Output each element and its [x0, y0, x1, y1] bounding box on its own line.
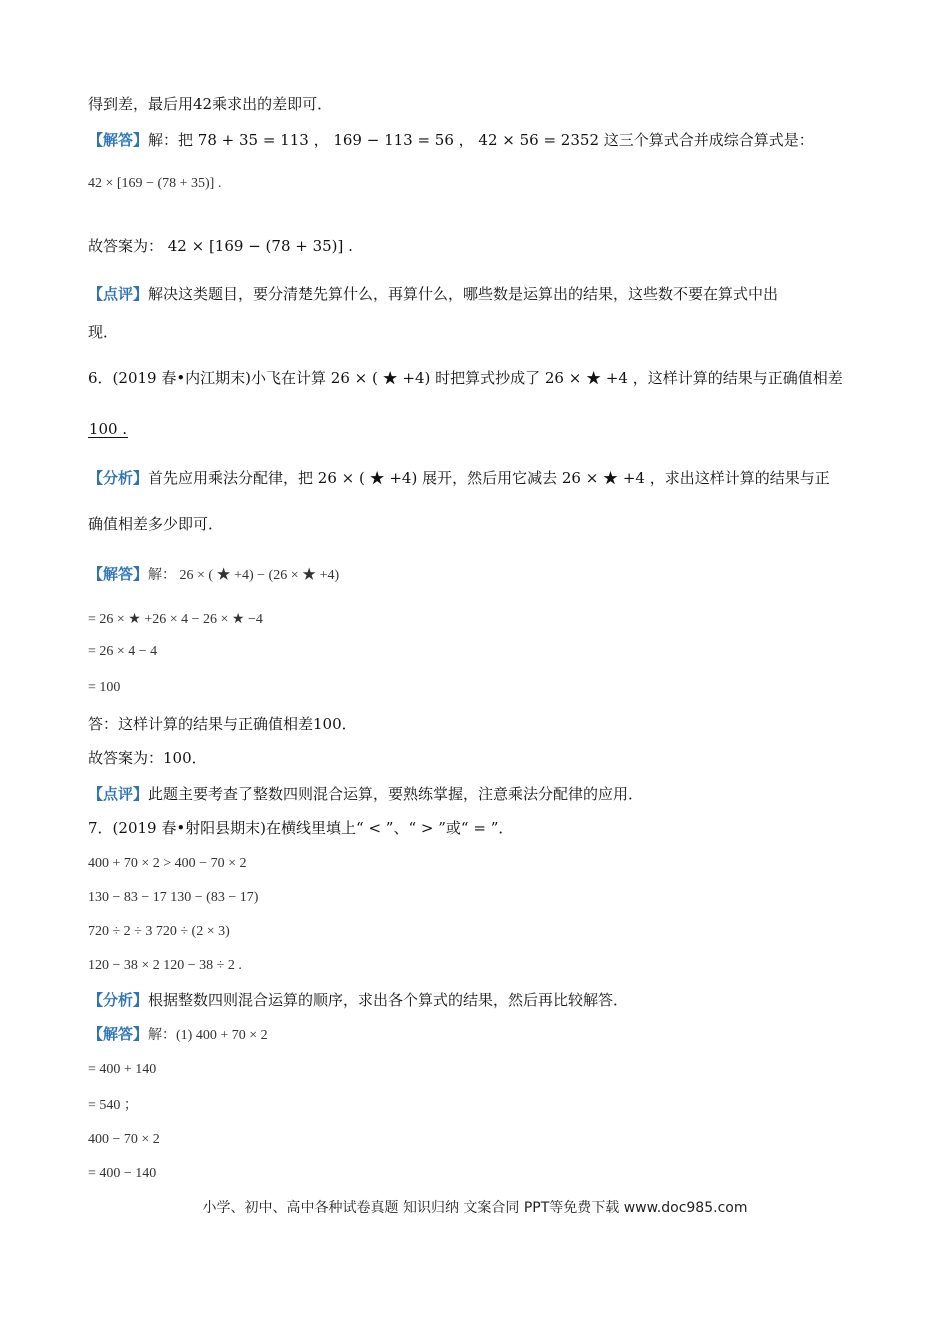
step-line: = 400 − 140: [88, 1166, 157, 1181]
compare-line-1: 400 + 70 × 2 > 400 − 70 × 2: [88, 856, 247, 871]
footer-text: 小学、初中、高中各种试卷真题 知识归纳 文案合同 PPT等免费下载 www.doc985.com: [202, 1200, 748, 1216]
result-line: 故答案为： 42 × [169 − (78 + 35)] .: [88, 237, 353, 255]
step-line: = 100: [88, 680, 121, 695]
answer-tag: 【解答】: [88, 131, 149, 149]
text-line: 确值相差多少即可．: [88, 515, 224, 533]
text-line: 答：这样计算的结果与正确值相差100．: [88, 715, 357, 733]
compare-line-4: 120 − 38 × 2 120 − 38 ÷ 2 .: [88, 958, 242, 973]
comment-tag: 【点评】: [88, 285, 149, 303]
answer-tag: 【解答】: [88, 565, 149, 583]
comment-line: 【点评】解决这类题目，要分清楚先算什么，再算什么，哪些数是运算出的结果，这些数不要在算式中出: [88, 285, 779, 303]
text-line: 现．: [88, 323, 119, 341]
step-line: = 400 + 140: [88, 1062, 157, 1077]
text-line: 得到差，最后用42乘求出的差即可．: [88, 95, 333, 113]
comment-line: 【点评】此题主要考查了整数四则混合运算，要熟练掌握，注意乘法分配律的应用．: [88, 785, 644, 803]
answer-tag: 【解答】: [88, 1025, 149, 1043]
answer-line: 【解答】解：把 78 + 35 = 113 ， 169 − 113 = 56 ， 42 × 56 = 2352 这三个算式合并成综合算式是：: [88, 131, 814, 149]
compare-line-3: 720 ÷ 2 ÷ 3 720 ÷ (2 × 3): [88, 924, 230, 939]
analysis-tag: 【分析】: [88, 991, 149, 1009]
analysis-line: 【分析】首先应用乘法分配律，把 26 × ( ★ +4) 展开，然后用它减去 26 × ★ +4 ，求出这样计算的结果与正: [88, 469, 830, 487]
question-6: 6．(2019 春•内江期末)小飞在计算 26 × ( ★ +4) 时把算式抄成了 26 × ★ +4 ，这样计算的结果与正确值相差: [88, 369, 843, 387]
question-7: 7．(2019 春•射阳县期末)在横线里填上“ < ”、“ > ”或“ = ”．: [88, 819, 514, 837]
answer-line: 【解答】解： 26 × ( ★ +4) − (26 × ★ +4): [88, 565, 340, 583]
compare-line-2: 130 − 83 − 17 130 − (83 − 17): [88, 890, 259, 905]
analysis-line: 【分析】根据整数四则混合运算的顺序，求出各个算式的结果，然后再比较解答．: [88, 991, 629, 1009]
analysis-tag: 【分析】: [88, 469, 149, 487]
answer-line: 【解答】解：(1) 400 + 70 × 2: [88, 1025, 268, 1043]
answer-blank-line: 100 .: [88, 420, 128, 438]
step-line: = 26 × ★ +26 × 4 − 26 × ★ −4: [88, 612, 263, 627]
step-line: 400 − 70 × 2: [88, 1132, 160, 1147]
formula-line: 42 × [169 − (78 + 35)] .: [88, 176, 222, 191]
text-line: 故答案为：100．: [88, 749, 207, 767]
step-line: = 540 ；: [88, 1098, 138, 1113]
comment-tag: 【点评】: [88, 785, 149, 803]
step-line: = 26 × 4 − 4: [88, 644, 158, 659]
